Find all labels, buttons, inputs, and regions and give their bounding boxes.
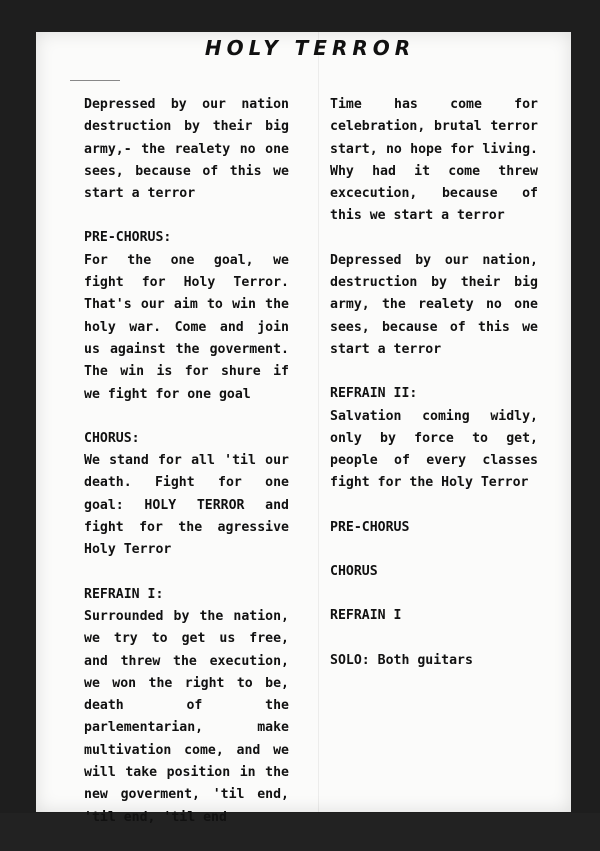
lyrics-left-column <box>84 94 289 851</box>
verse-1 <box>84 94 289 205</box>
refrain-1-text: Surrounded by the nation, we try to get us free, and threw the execution, we won the right to be, death of the parlementarian, make multivation come, and we will take position in the new goverment, 'til end, 'til end, 'til end <box>84 608 289 825</box>
verse-2-text: Time has come for celebration, brutal terror start, no hope for living. Why had it come threw excecution, because of this we start a terror <box>330 97 538 224</box>
song-title: HOLY TERROR <box>204 36 416 60</box>
verse-3-text: Depressed by our nation, destruction by their big army, the realety no one sees, because of this we start a terror <box>330 252 538 357</box>
title-underline-mark <box>70 80 120 81</box>
refrain-2-text: Salvation coming widly, only by force to get, people of every classes fight for the Holy Terror <box>330 408 538 491</box>
pre-chorus-text: For the one goal, we fight for Holy Terror. That's our aim to win the holy war. Come and join us against the goverment. The win is for shure if we fight for one goal <box>84 252 289 402</box>
verse-2 <box>330 94 538 228</box>
solo-note: SOLO: Both guitars <box>330 652 473 668</box>
pre-chorus-heading: PRE-CHORUS: <box>84 230 172 246</box>
verse-1-text: Depressed by our nation destruction by their big army,- the realety no one sees, because of this we start a terror <box>84 97 289 202</box>
lyrics-right-column <box>330 94 538 694</box>
chorus-heading: CHORUS: <box>84 430 140 446</box>
refrain-1-heading: REFRAIN I: <box>84 586 164 602</box>
refrain-2 <box>330 383 538 494</box>
pre-chorus <box>84 227 289 405</box>
chorus <box>84 428 289 562</box>
paper-fold <box>318 32 319 812</box>
chorus-repeat: CHORUS <box>330 564 378 580</box>
refrain-2-heading: REFRAIN II: <box>330 386 418 402</box>
refrain-1-repeat: REFRAIN I <box>330 608 402 624</box>
pre-chorus-repeat: PRE-CHORUS <box>330 519 410 535</box>
refrain-1 <box>84 584 289 829</box>
chorus-text: We stand for all 'til our death. Fight for one goal: HOLY TERROR and fight for the agressive Holy Terror <box>84 453 289 558</box>
verse-3 <box>330 250 538 361</box>
